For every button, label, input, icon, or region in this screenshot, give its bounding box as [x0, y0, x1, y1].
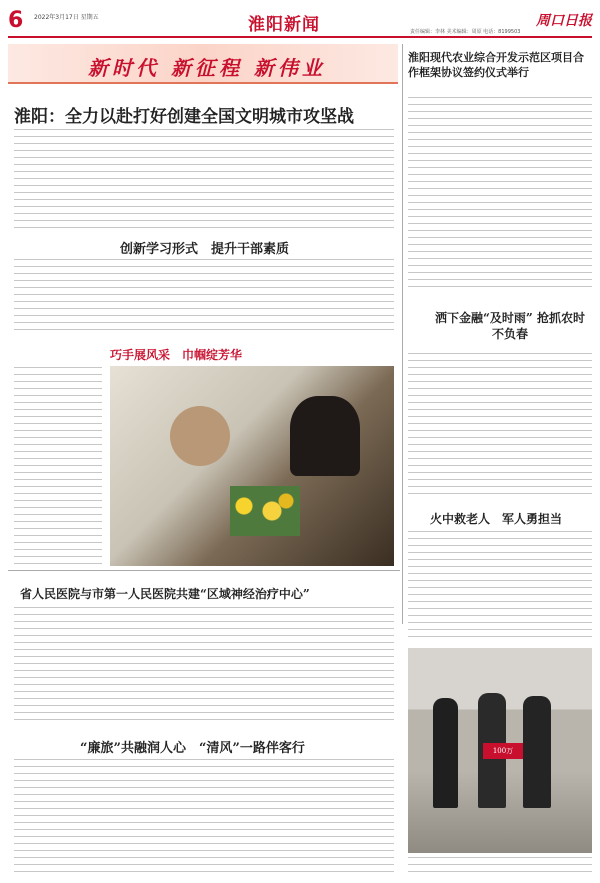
fire-headline: 火中救老人 军人勇担当 [430, 512, 563, 526]
section-title: 淮阳新闻 [248, 15, 320, 35]
woman-figure-right [290, 396, 360, 476]
mid-article-body [14, 258, 394, 334]
woman-figure-left [170, 406, 230, 466]
newspaper-logo: 周口日报 [536, 13, 592, 29]
banner-text: 新时代 新征程 新伟业 [88, 56, 326, 80]
side-headline-1: 淮阳现代农业综合开发示范区项目合作框架协议签约仪式举行 [408, 51, 584, 79]
section-divider [8, 570, 400, 571]
award-ceremony-photo [408, 648, 592, 853]
side-article-2-body [408, 352, 592, 500]
award-sign: 100万 [483, 743, 523, 759]
main-headline: 淮阳：全力以赴打好创建全国文明城市攻坚战 [14, 107, 354, 127]
header-divider [8, 36, 592, 38]
photo-caption [408, 856, 592, 878]
culture-article-body [14, 758, 394, 876]
person-1 [433, 698, 458, 808]
flowers-headline: 巧手展风采 巾帼绽芳华 [110, 348, 243, 362]
flower-arranging-photo [110, 366, 394, 566]
side-article-1-body [408, 96, 592, 292]
dateline: 2022年3月17日 星期五 [34, 14, 99, 21]
culture-headline: “廉旅”共融润人心 “清风”一路伴客行 [80, 741, 305, 756]
flowers-article-body [14, 366, 102, 566]
page-number: 6 [8, 8, 24, 33]
side-headline-2: 洒下金融“及时雨” 抢抓农时不负春 [435, 311, 585, 341]
main-article-body [14, 128, 394, 228]
theme-banner [8, 44, 398, 84]
hospital-headline: 省人民医院与市第一人民医院共建“区域神经治疗中心” [20, 587, 310, 601]
mid-headline: 创新学习形式 提升干部素质 [120, 242, 290, 257]
column-divider [402, 44, 403, 624]
person-3 [523, 696, 551, 808]
editors-line: 责任编辑：李林 美术编辑：周原 电话：8199503 [410, 29, 521, 35]
flowers-bouquet [230, 486, 300, 536]
fire-article-body [408, 530, 592, 640]
hospital-article-body [14, 606, 394, 726]
